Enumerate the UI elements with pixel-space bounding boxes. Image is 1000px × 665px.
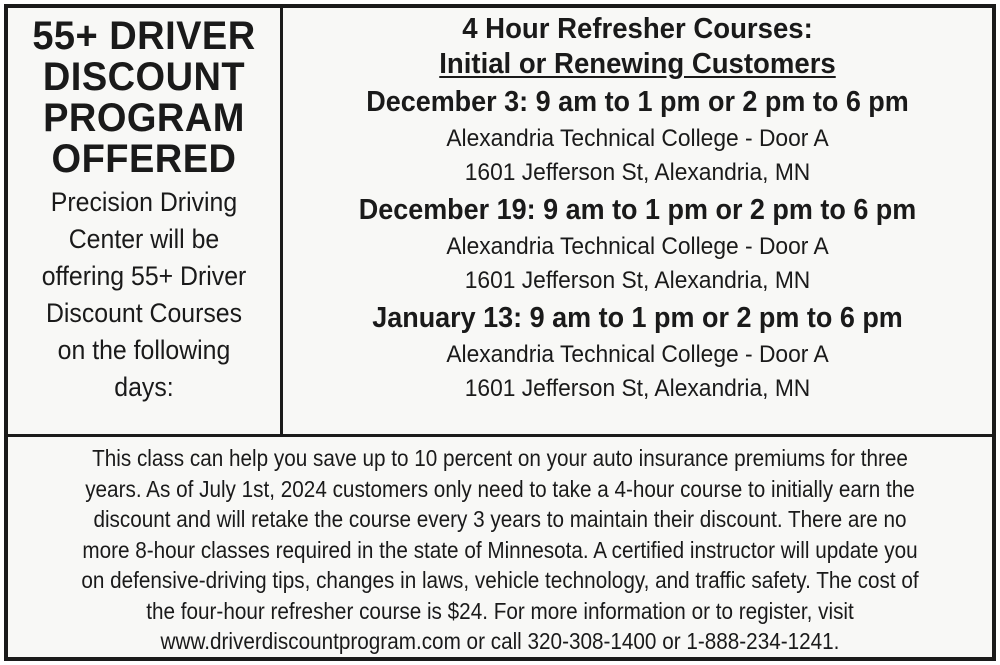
details-line: on defensive-driving tips, changes in laws, vehicle technology, and traffic safety. The cost of xyxy=(81,567,919,593)
session-address: 1601 Jefferson St, Alexandria, MN xyxy=(464,375,811,402)
headline-line: OFFERED xyxy=(51,137,237,181)
details-line: This class can help you save up to 10 percent on your auto insurance premiums for three xyxy=(92,445,908,471)
session-address: 1601 Jefferson St, Alexandria, MN xyxy=(464,267,811,294)
program-panel xyxy=(8,8,283,434)
headline-line: DISCOUNT xyxy=(42,55,246,99)
intro-line: Center will be xyxy=(68,224,220,254)
details-line: discount and will retake the course every 3 years to maintain their discount. There are no xyxy=(93,506,907,532)
schedule-panel xyxy=(283,8,992,434)
intro-line: Discount Courses xyxy=(45,298,243,328)
session-date: January 13: 9 am to 1 pm or 2 pm to 6 pm xyxy=(372,302,903,334)
session-address: 1601 Jefferson St, Alexandria, MN xyxy=(464,159,811,186)
session-block xyxy=(283,298,992,406)
session-location: Alexandria Technical College - Door A xyxy=(446,341,829,368)
intro-line: Precision Driving xyxy=(50,187,238,217)
session-date: December 3: 9 am to 1 pm or 2 pm to 6 pm xyxy=(366,86,909,118)
details-line: www.driverdiscountprogram.com or call 320-308-1400 or 1-888-234-1241. xyxy=(160,628,840,654)
details-line: the four-hour refresher course is $24. For more information or to register, visit xyxy=(146,597,854,624)
session-block xyxy=(283,190,992,298)
headline-line: PROGRAM xyxy=(43,96,245,140)
intro-line: on the following xyxy=(57,335,231,365)
intro-line: days: xyxy=(114,372,174,402)
program-intro xyxy=(19,184,269,406)
advertisement xyxy=(4,4,996,661)
details-panel xyxy=(8,434,992,657)
intro-line: offering 55+ Driver xyxy=(41,261,247,291)
details-line: more 8-hour classes required in the state of Minnesota. A certified instructor will update you xyxy=(82,536,918,563)
details-text xyxy=(63,443,938,657)
session-block xyxy=(283,82,992,190)
headline-line: 55+ DRIVER xyxy=(32,14,256,58)
course-title: 4 Hour Refresher Courses: xyxy=(462,13,813,45)
session-date: December 19: 9 am to 1 pm or 2 pm to 6 pm xyxy=(358,194,917,226)
details-line: years. As of July 1st, 2024 customers only need to take a 4-hour course to initially earn the xyxy=(85,475,915,502)
session-location: Alexandria Technical College - Door A xyxy=(446,233,829,260)
program-headline xyxy=(15,16,273,180)
course-subtitle: Initial or Renewing Customers xyxy=(439,48,836,80)
session-location: Alexandria Technical College - Door A xyxy=(446,125,829,152)
